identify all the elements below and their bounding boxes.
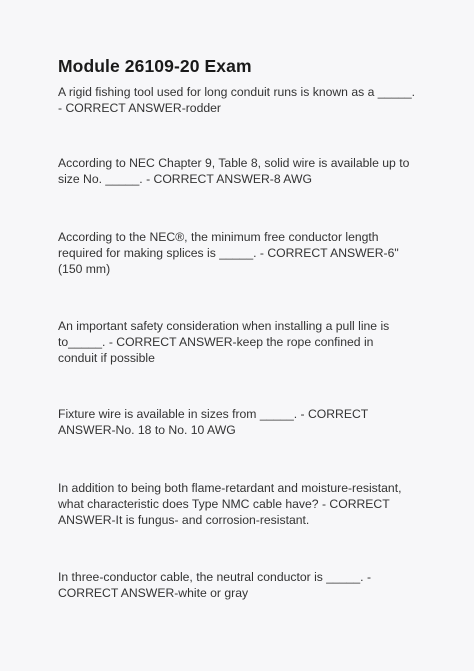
question-answer-5	[58, 406, 416, 438]
question-answer-4	[58, 318, 416, 366]
question-answer-2	[58, 155, 416, 187]
qa-text: In addition to being both flame-retardant and moisture-resistant, what characteristic does Type NMC cable have? - CORRECT ANSWER-It is fungus- and corrosion-resistant.	[58, 481, 402, 527]
qa-text: In three-conductor cable, the neutral conductor is _____. - CORRECT ANSWER-white or gray	[58, 570, 372, 600]
question-answer-7	[58, 569, 416, 601]
page-title: Module 26109-20 Exam	[58, 56, 252, 76]
question-answer-3	[58, 229, 416, 277]
qa-text: An important safety consideration when installing a pull line is to_____. - CORRECT ANSWER-keep the rope confined in conduit if possible	[58, 319, 390, 365]
qa-text: Fixture wire is available in sizes from _____. - CORRECT ANSWER-No. 18 to No. 10 AWG	[58, 407, 368, 437]
qa-text: A rigid fishing tool used for long conduit runs is known as a _____. - CORRECT ANSWER-rodder	[58, 85, 416, 115]
question-answer-6	[58, 480, 416, 528]
question-answer-1	[58, 84, 416, 116]
qa-text: According to the NEC®, the minimum free conductor length required for making splices is _____. - CORRECT ANSWER-6" (150 mm)	[58, 230, 399, 276]
qa-text: According to NEC Chapter 9, Table 8, solid wire is available up to size No. _____. - CORRECT ANSWER-8 AWG	[58, 156, 410, 186]
